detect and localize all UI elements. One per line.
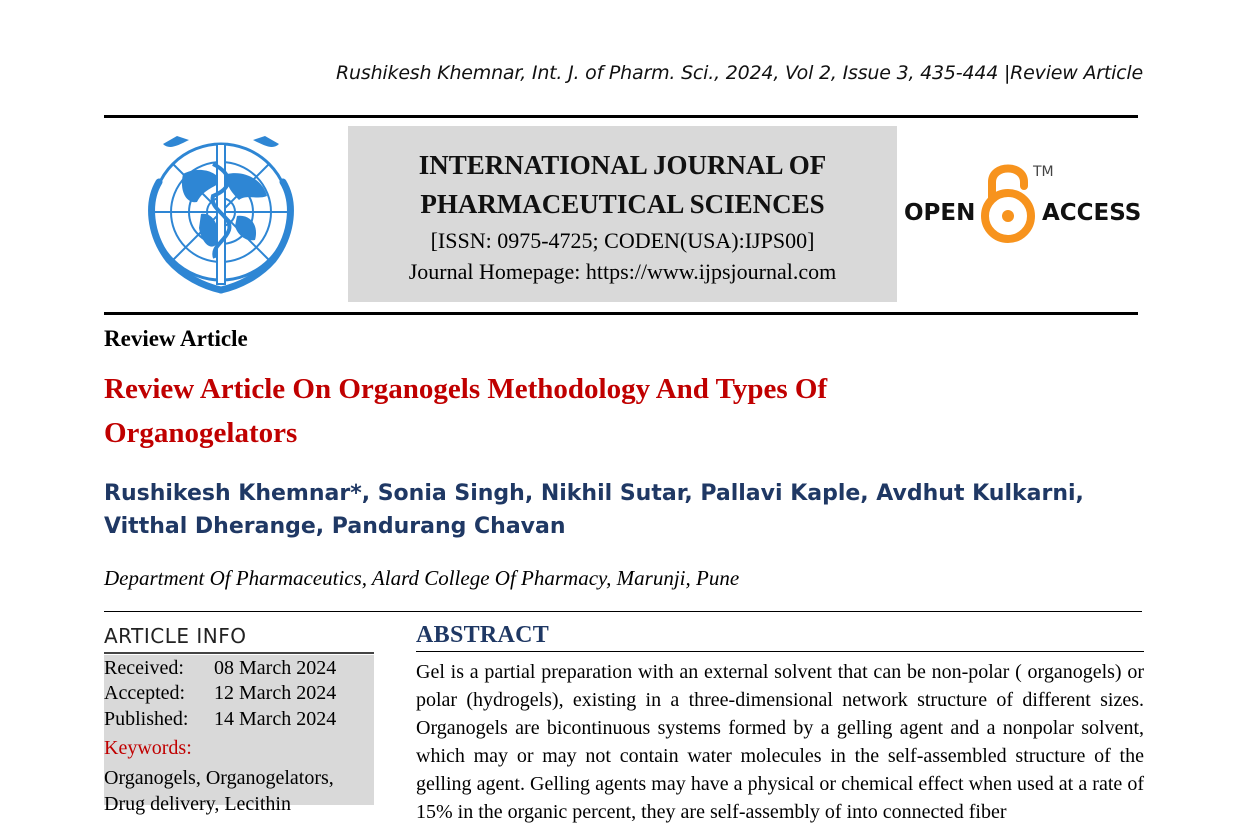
open-access-logo-icon <box>902 156 1142 251</box>
open-access-access-text: ACCESS <box>1042 200 1142 226</box>
journal-emblem-icon <box>117 130 325 305</box>
authors-line1: Rushikesh Khemnar*, Sonia Singh, Nikhil Sutar, Pallavi Kaple, Avdhut Kulkarni, <box>104 481 1084 506</box>
authors-line2: Vitthal Dherange, Pandurang Chavan <box>104 514 566 539</box>
received-value: 08 March 2024 <box>214 657 337 679</box>
header-bottom-rule <box>104 312 1138 315</box>
keywords-label: Keywords: <box>104 737 192 759</box>
article-type-label: Review Article <box>104 326 248 351</box>
article-info-header: ARTICLE INFO <box>104 624 247 648</box>
journal-name <box>348 146 897 224</box>
running-header-citation: Rushikesh Khemnar, Int. J. of Pharm. Sci., 2024, Vol 2, Issue 3, 435-444 |Review Article <box>336 62 1143 84</box>
article-authors <box>104 477 1144 543</box>
received-row <box>104 657 336 680</box>
published-row <box>104 708 336 731</box>
journal-homepage[interactable]: Journal Homepage: https://www.ijpsjournal.com <box>408 259 837 284</box>
accepted-row <box>104 682 336 705</box>
article-title: Review Article On Organogels Methodology And Types Of Organogelators <box>104 373 828 449</box>
accepted-label: Accepted: <box>104 682 186 704</box>
published-label: Published: <box>104 708 189 730</box>
abstract-header: ABSTRACT <box>416 622 550 648</box>
open-access-tm-text: TM <box>1033 164 1054 180</box>
header-top-rule <box>104 115 1138 118</box>
article-info-box <box>104 655 374 815</box>
affiliation-divider <box>104 611 1142 612</box>
received-label: Received: <box>104 657 184 679</box>
journal-info-box <box>348 126 897 302</box>
abstract-text: Gel is a partial preparation with an external solvent that can be non-polar ( organogels) or polar (hydrogels), existing in a three-dimensional network structure of different sizes. Organogels are bicontinuous systems formed by a gelling agent and a nonpolar solvent, which may or may not contain water molecules in the self-assembled structure of the gelling agent. Gelling agents may have a physical or chemical effect when used at a rate of 15% in the organic percent, they are self-assembly of into connected fiber <box>416 661 1144 823</box>
journal-name-line1: INTERNATIONAL JOURNAL OF <box>418 150 827 180</box>
journal-issn: [ISSN: 0975-4725; CODEN(USA):IJPS00] <box>430 228 815 253</box>
open-access-open-text: OPEN <box>904 200 976 226</box>
keywords-text: Organogels, Organogelators, Drug delivery, Lecithin <box>104 767 334 815</box>
abstract-rule <box>416 651 1144 652</box>
author-affiliation: Department Of Pharmaceutics, Alard College Of Pharmacy, Marunji, Pune <box>104 566 740 590</box>
article-info-rule <box>104 652 374 654</box>
published-value: 14 March 2024 <box>214 708 337 730</box>
accepted-value: 12 March 2024 <box>214 682 337 704</box>
journal-name-line2: PHARMACEUTICAL SCIENCES <box>420 189 825 219</box>
